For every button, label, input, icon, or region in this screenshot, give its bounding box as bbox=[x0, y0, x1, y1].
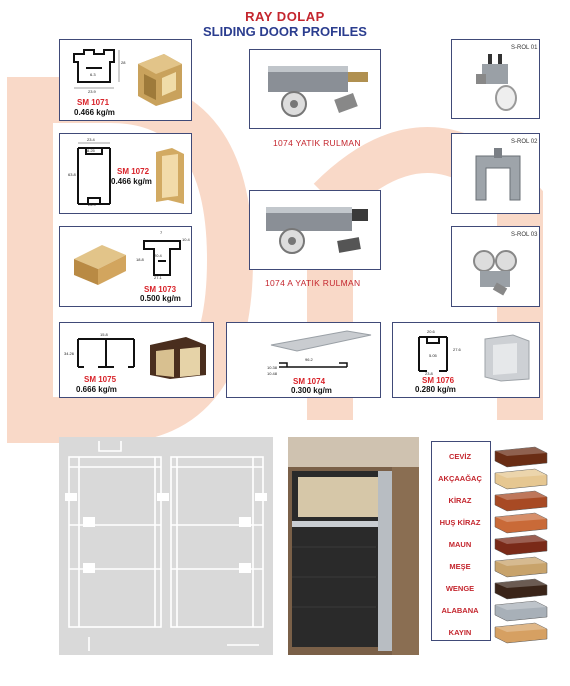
profile-photo-sm1076 bbox=[479, 333, 535, 383]
side-roller-photo-03 bbox=[468, 243, 528, 301]
side-roller-panel-02 bbox=[451, 133, 540, 214]
dim-label: 5.05 bbox=[429, 353, 437, 358]
profile-weight: 0.666 kg/m bbox=[76, 385, 117, 394]
wood-finish-name: CEVİZ bbox=[448, 452, 472, 461]
dim-label: 34.26 bbox=[64, 351, 75, 356]
profile-weight: 0.500 kg/m bbox=[140, 294, 181, 303]
installation-photo-shapes bbox=[288, 437, 419, 655]
profile-weight: 0.300 kg/m bbox=[291, 386, 332, 395]
wood-finish-list bbox=[431, 441, 551, 647]
wood-finish-name: MAUN bbox=[448, 540, 472, 549]
profile-photo-sm1071 bbox=[134, 50, 186, 108]
profile-drawing-sm1073 bbox=[140, 235, 186, 281]
profile-weight: 0.466 kg/m bbox=[74, 108, 115, 117]
dim-label: 27.6 bbox=[453, 347, 461, 352]
wood-finish-name: AKÇAAĞAÇ bbox=[438, 474, 482, 483]
profile-photo-sm1075 bbox=[146, 335, 210, 381]
dim-label: 18.8 bbox=[136, 257, 144, 262]
profile-code: SM 1073 bbox=[144, 285, 177, 294]
dim-label: 23.9 bbox=[88, 89, 96, 94]
profile-photo-sm1074 bbox=[267, 329, 373, 355]
dim-label: 20.4 bbox=[154, 253, 162, 258]
profile-weight: 0.466 kg/m bbox=[111, 177, 152, 186]
dim-label: 20.6 bbox=[427, 329, 435, 334]
side-roller-panel-03 bbox=[451, 226, 540, 307]
dim-label: 10.4 bbox=[182, 237, 190, 242]
side-roller-label: S-ROL 02 bbox=[511, 139, 538, 145]
profile-code: SM 1075 bbox=[84, 375, 117, 384]
installation-photo bbox=[288, 437, 419, 655]
wood-finish-name: WENGE bbox=[445, 584, 475, 593]
profile-drawing-sm1072 bbox=[74, 140, 118, 208]
dim-label: 8.25 bbox=[87, 148, 95, 153]
roller-photo-1074a bbox=[262, 199, 374, 263]
side-roller-photo-01 bbox=[464, 50, 528, 114]
dim-label: 28 bbox=[121, 60, 126, 65]
dim-label: 26.9 bbox=[88, 202, 96, 207]
dim-label: 96.2 bbox=[305, 357, 313, 362]
roller-caption: 1074 A YATIK RULMAN bbox=[265, 278, 361, 288]
profile-panel-sm1072 bbox=[59, 133, 192, 214]
side-roller-panel-01 bbox=[451, 39, 540, 119]
dim-label: 6.3 bbox=[90, 72, 96, 77]
roller-panel-1074a bbox=[249, 190, 381, 270]
page-subtitle: SLIDING DOOR PROFILES bbox=[203, 24, 367, 39]
profile-drawing-sm1074 bbox=[277, 359, 349, 371]
dim-label: 63.8 bbox=[68, 172, 76, 177]
brand-title: RAY DOLAP bbox=[245, 9, 325, 24]
side-roller-photo-02 bbox=[472, 146, 528, 208]
roller-panel-1074 bbox=[249, 49, 381, 129]
profile-drawing-sm1075 bbox=[76, 333, 136, 373]
profile-photo-sm1073 bbox=[72, 241, 128, 287]
wood-finish-name: MEŞE bbox=[449, 562, 471, 571]
roller-caption: 1074 YATIK RULMAN bbox=[273, 138, 361, 148]
profile-panel-sm1071 bbox=[59, 39, 192, 121]
wood-finish-name: KAYIN bbox=[448, 628, 472, 637]
dim-label: 10.38 bbox=[267, 365, 278, 370]
door-cross-section-drawing bbox=[59, 437, 273, 655]
cross-section-lines bbox=[59, 437, 273, 655]
dim-label: 23.4 bbox=[87, 137, 95, 142]
profile-panel-sm1076 bbox=[392, 322, 540, 398]
profile-code: SM 1072 bbox=[117, 167, 150, 176]
dim-label: 7 bbox=[160, 230, 163, 235]
profile-code: SM 1076 bbox=[422, 376, 455, 385]
profile-panel-sm1073 bbox=[59, 226, 192, 307]
profile-panel-sm1075 bbox=[59, 322, 214, 398]
dim-label: 23.8 bbox=[425, 371, 433, 376]
profile-drawing-sm1071 bbox=[70, 48, 124, 90]
wood-finish-name: HUŞ KİRAZ bbox=[439, 518, 481, 527]
wood-finish-name: KİRAZ bbox=[448, 496, 472, 505]
profile-code: SM 1074 bbox=[293, 377, 326, 386]
dim-label: 15.8 bbox=[100, 332, 108, 337]
roller-photo-1074 bbox=[264, 60, 372, 122]
dim-label: 10.48 bbox=[267, 371, 278, 376]
side-roller-label: S-ROL 03 bbox=[511, 232, 538, 238]
profile-code: SM 1071 bbox=[77, 98, 110, 107]
dim-label: 27.1 bbox=[154, 275, 162, 280]
wood-finish-swatches bbox=[493, 445, 551, 645]
profile-photo-sm1072 bbox=[152, 146, 188, 206]
profile-weight: 0.280 kg/m bbox=[415, 385, 456, 394]
side-roller-label: S-ROL 01 bbox=[511, 45, 538, 51]
wood-finish-name: ALABANA bbox=[441, 606, 479, 615]
profile-panel-sm1074 bbox=[226, 322, 381, 398]
